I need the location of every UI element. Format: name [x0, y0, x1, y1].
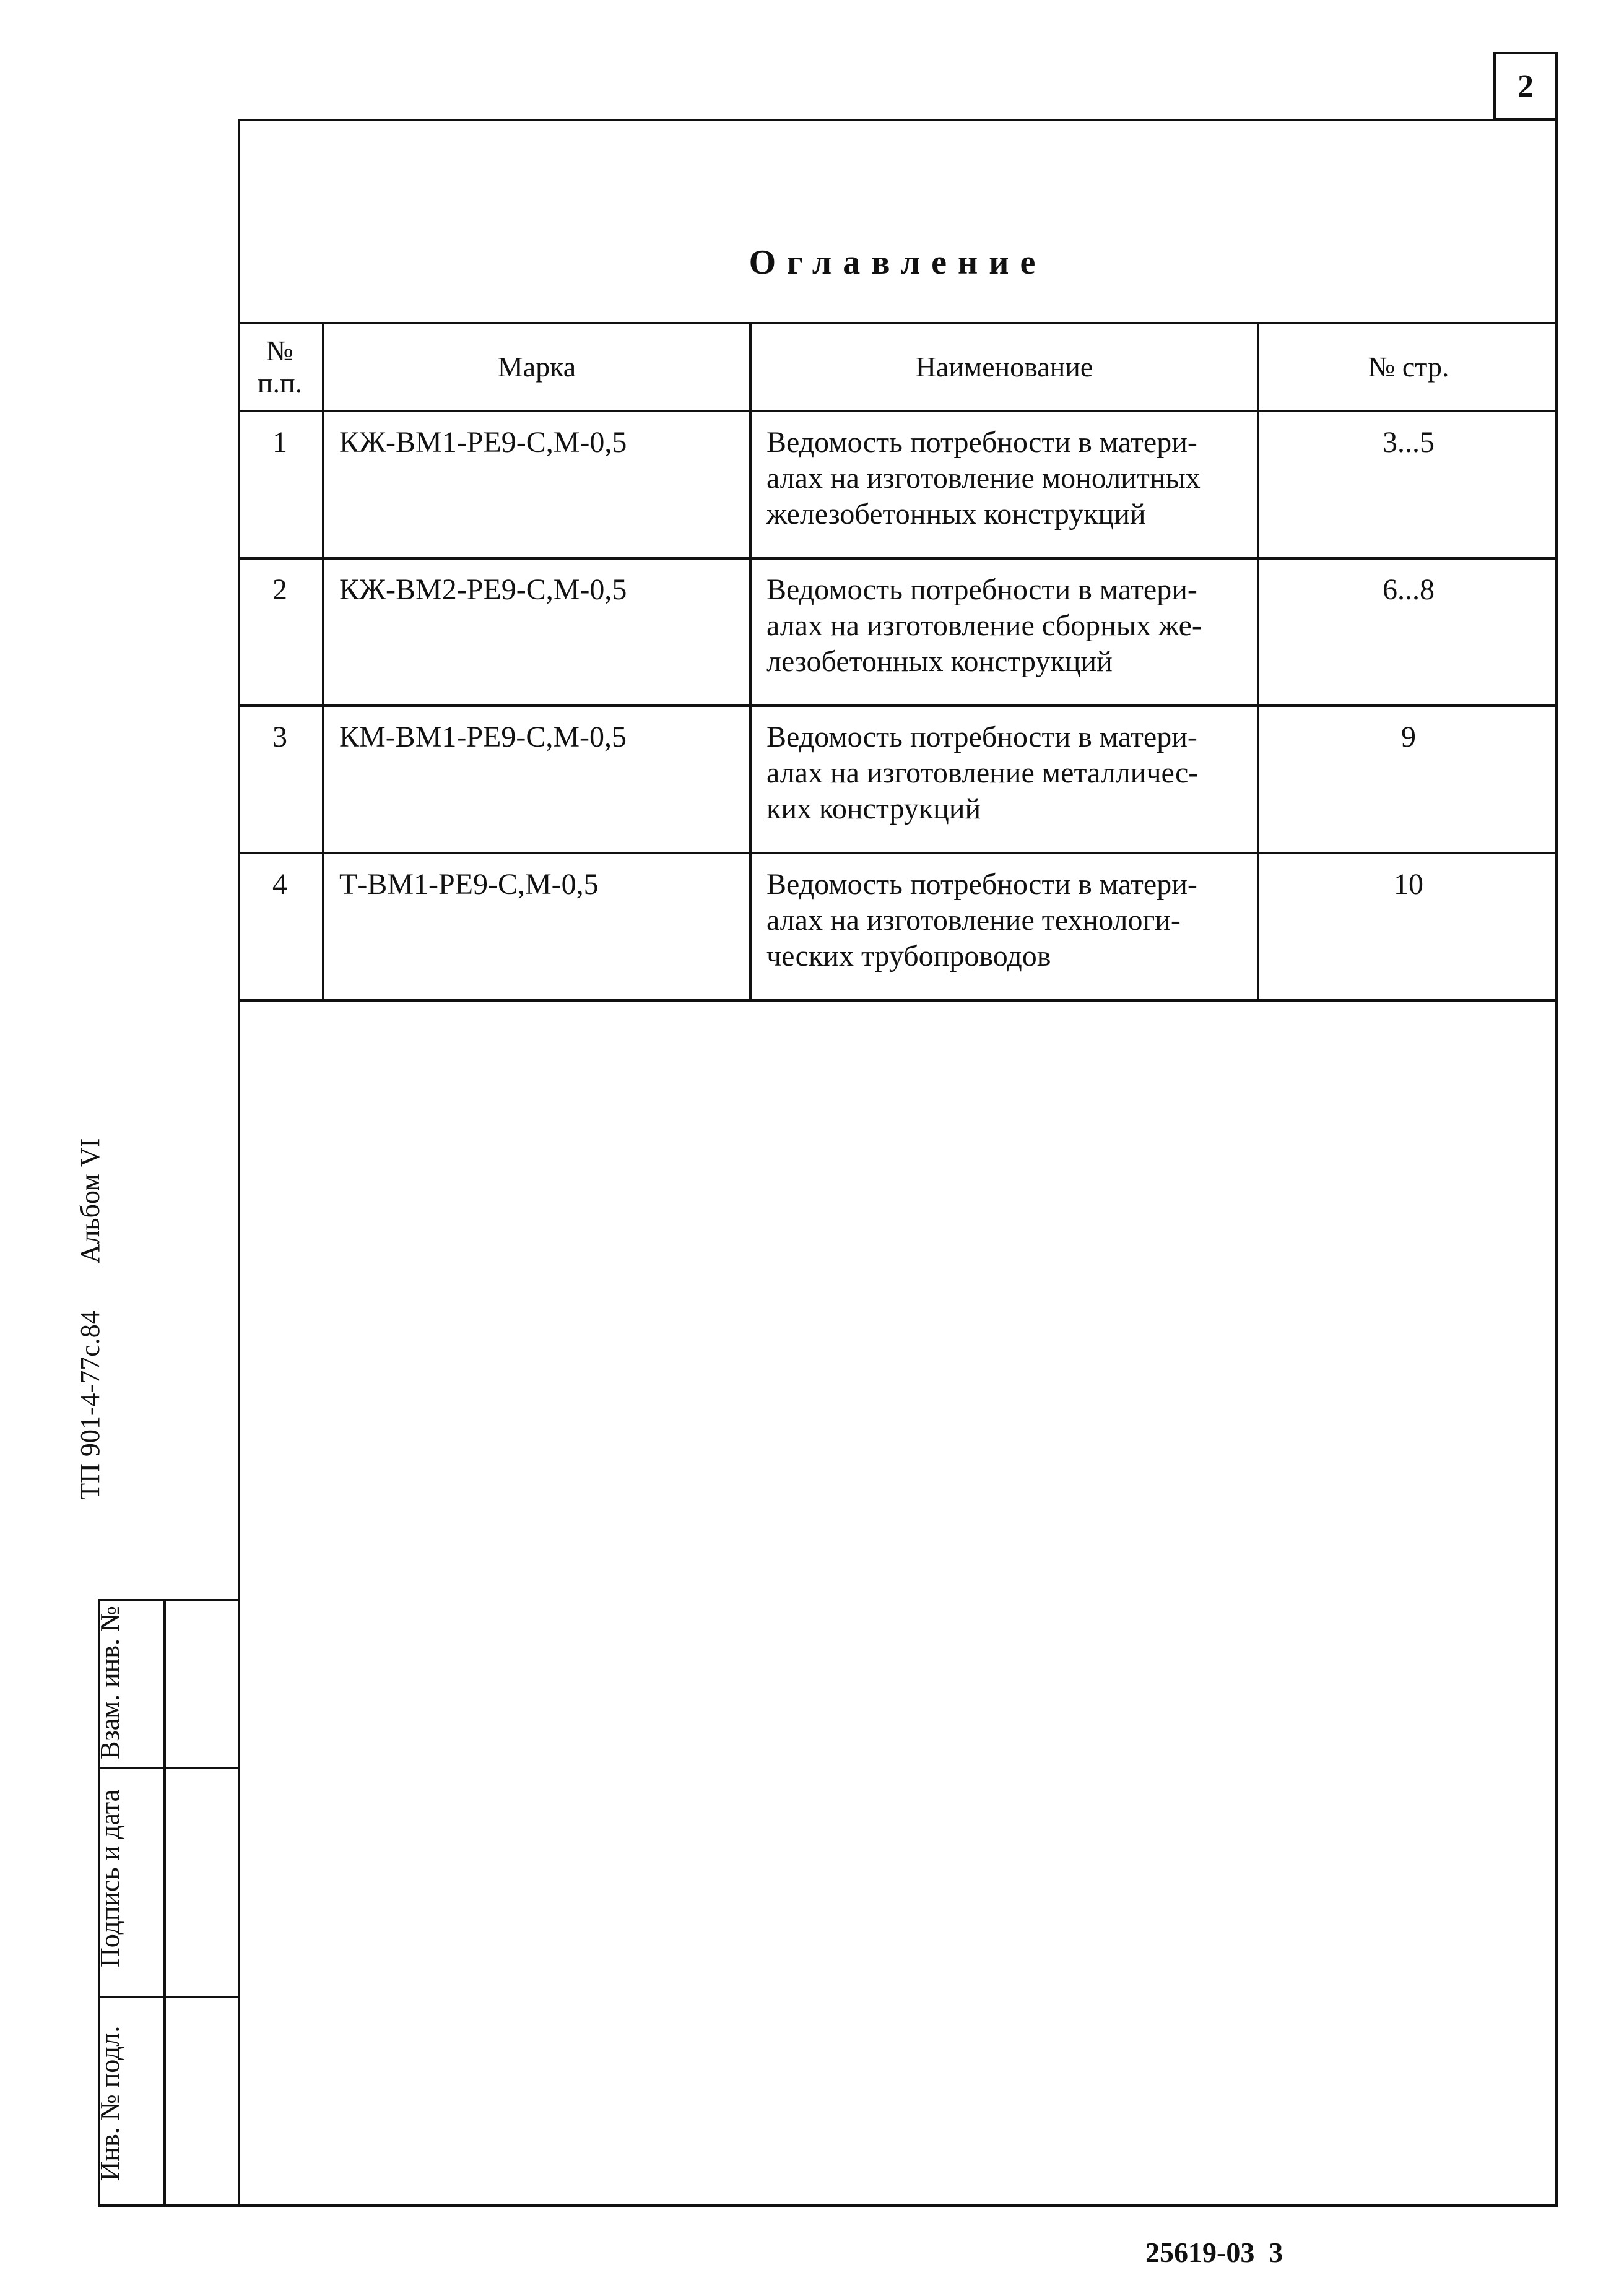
row-num: 3 — [238, 706, 323, 853]
row-num: 2 — [238, 558, 323, 706]
table-header-row — [238, 323, 1558, 411]
row-mark: Т-ВМ1-РЕ9-С,М-0,5 — [323, 853, 750, 1000]
stamp-divider — [98, 1996, 240, 1998]
table-row — [238, 411, 1558, 558]
row-mark: КМ-ВМ1-РЕ9-С,М-0,5 — [323, 706, 750, 853]
header-page: № стр. — [1258, 323, 1558, 411]
stamp-label-replace-inv: Взам. инв. № — [95, 1606, 125, 1759]
toc-table — [238, 322, 1558, 1002]
row-mark: КЖ-ВМ1-РЕ9-С,М-0,5 — [323, 411, 750, 558]
row-num: 4 — [238, 853, 323, 1000]
row-name: Ведомость потребности в матери- алах на изготовление сборных же- лезобетонных конструкций — [750, 558, 1258, 706]
page-number-box — [1493, 52, 1558, 120]
stamp-label-inv-orig: Инв. № подл. — [95, 2025, 125, 2181]
row-num: 1 — [238, 411, 323, 558]
row-page: 3...5 — [1258, 411, 1558, 558]
table-row — [238, 853, 1558, 1000]
page-title: Оглавление — [749, 243, 1047, 282]
row-mark: КЖ-ВМ2-РЕ9-С,М-0,5 — [323, 558, 750, 706]
row-page: 10 — [1258, 853, 1558, 1000]
table-row — [238, 706, 1558, 853]
page-number: 2 — [1518, 68, 1534, 104]
stamp-label-sign-date: Подпись и дата — [95, 1789, 125, 1967]
row-page: 9 — [1258, 706, 1558, 853]
stamp-divider — [163, 1599, 166, 2207]
footer-code: 25619-03 3 — [1145, 2237, 1283, 2268]
stamp-divider — [98, 1767, 240, 1769]
table-row — [238, 558, 1558, 706]
row-name: Ведомость потребности в матери- алах на изготовление технологи- ческих трубопроводов — [750, 853, 1258, 1000]
header-num: № п.п. — [238, 323, 323, 411]
album-label: Альбом VI — [75, 1138, 105, 1264]
document-code: ТП 901-4-77с.84 — [75, 1310, 105, 1500]
row-name: Ведомость потребности в матери- алах на изготовление металличес- ких конструкций — [750, 706, 1258, 853]
row-page: 6...8 — [1258, 558, 1558, 706]
header-mark: Марка — [323, 323, 750, 411]
header-name: Наименование — [750, 323, 1258, 411]
row-name: Ведомость потребности в матери- алах на изготовление монолитных железобетонных конструкций — [750, 411, 1258, 558]
